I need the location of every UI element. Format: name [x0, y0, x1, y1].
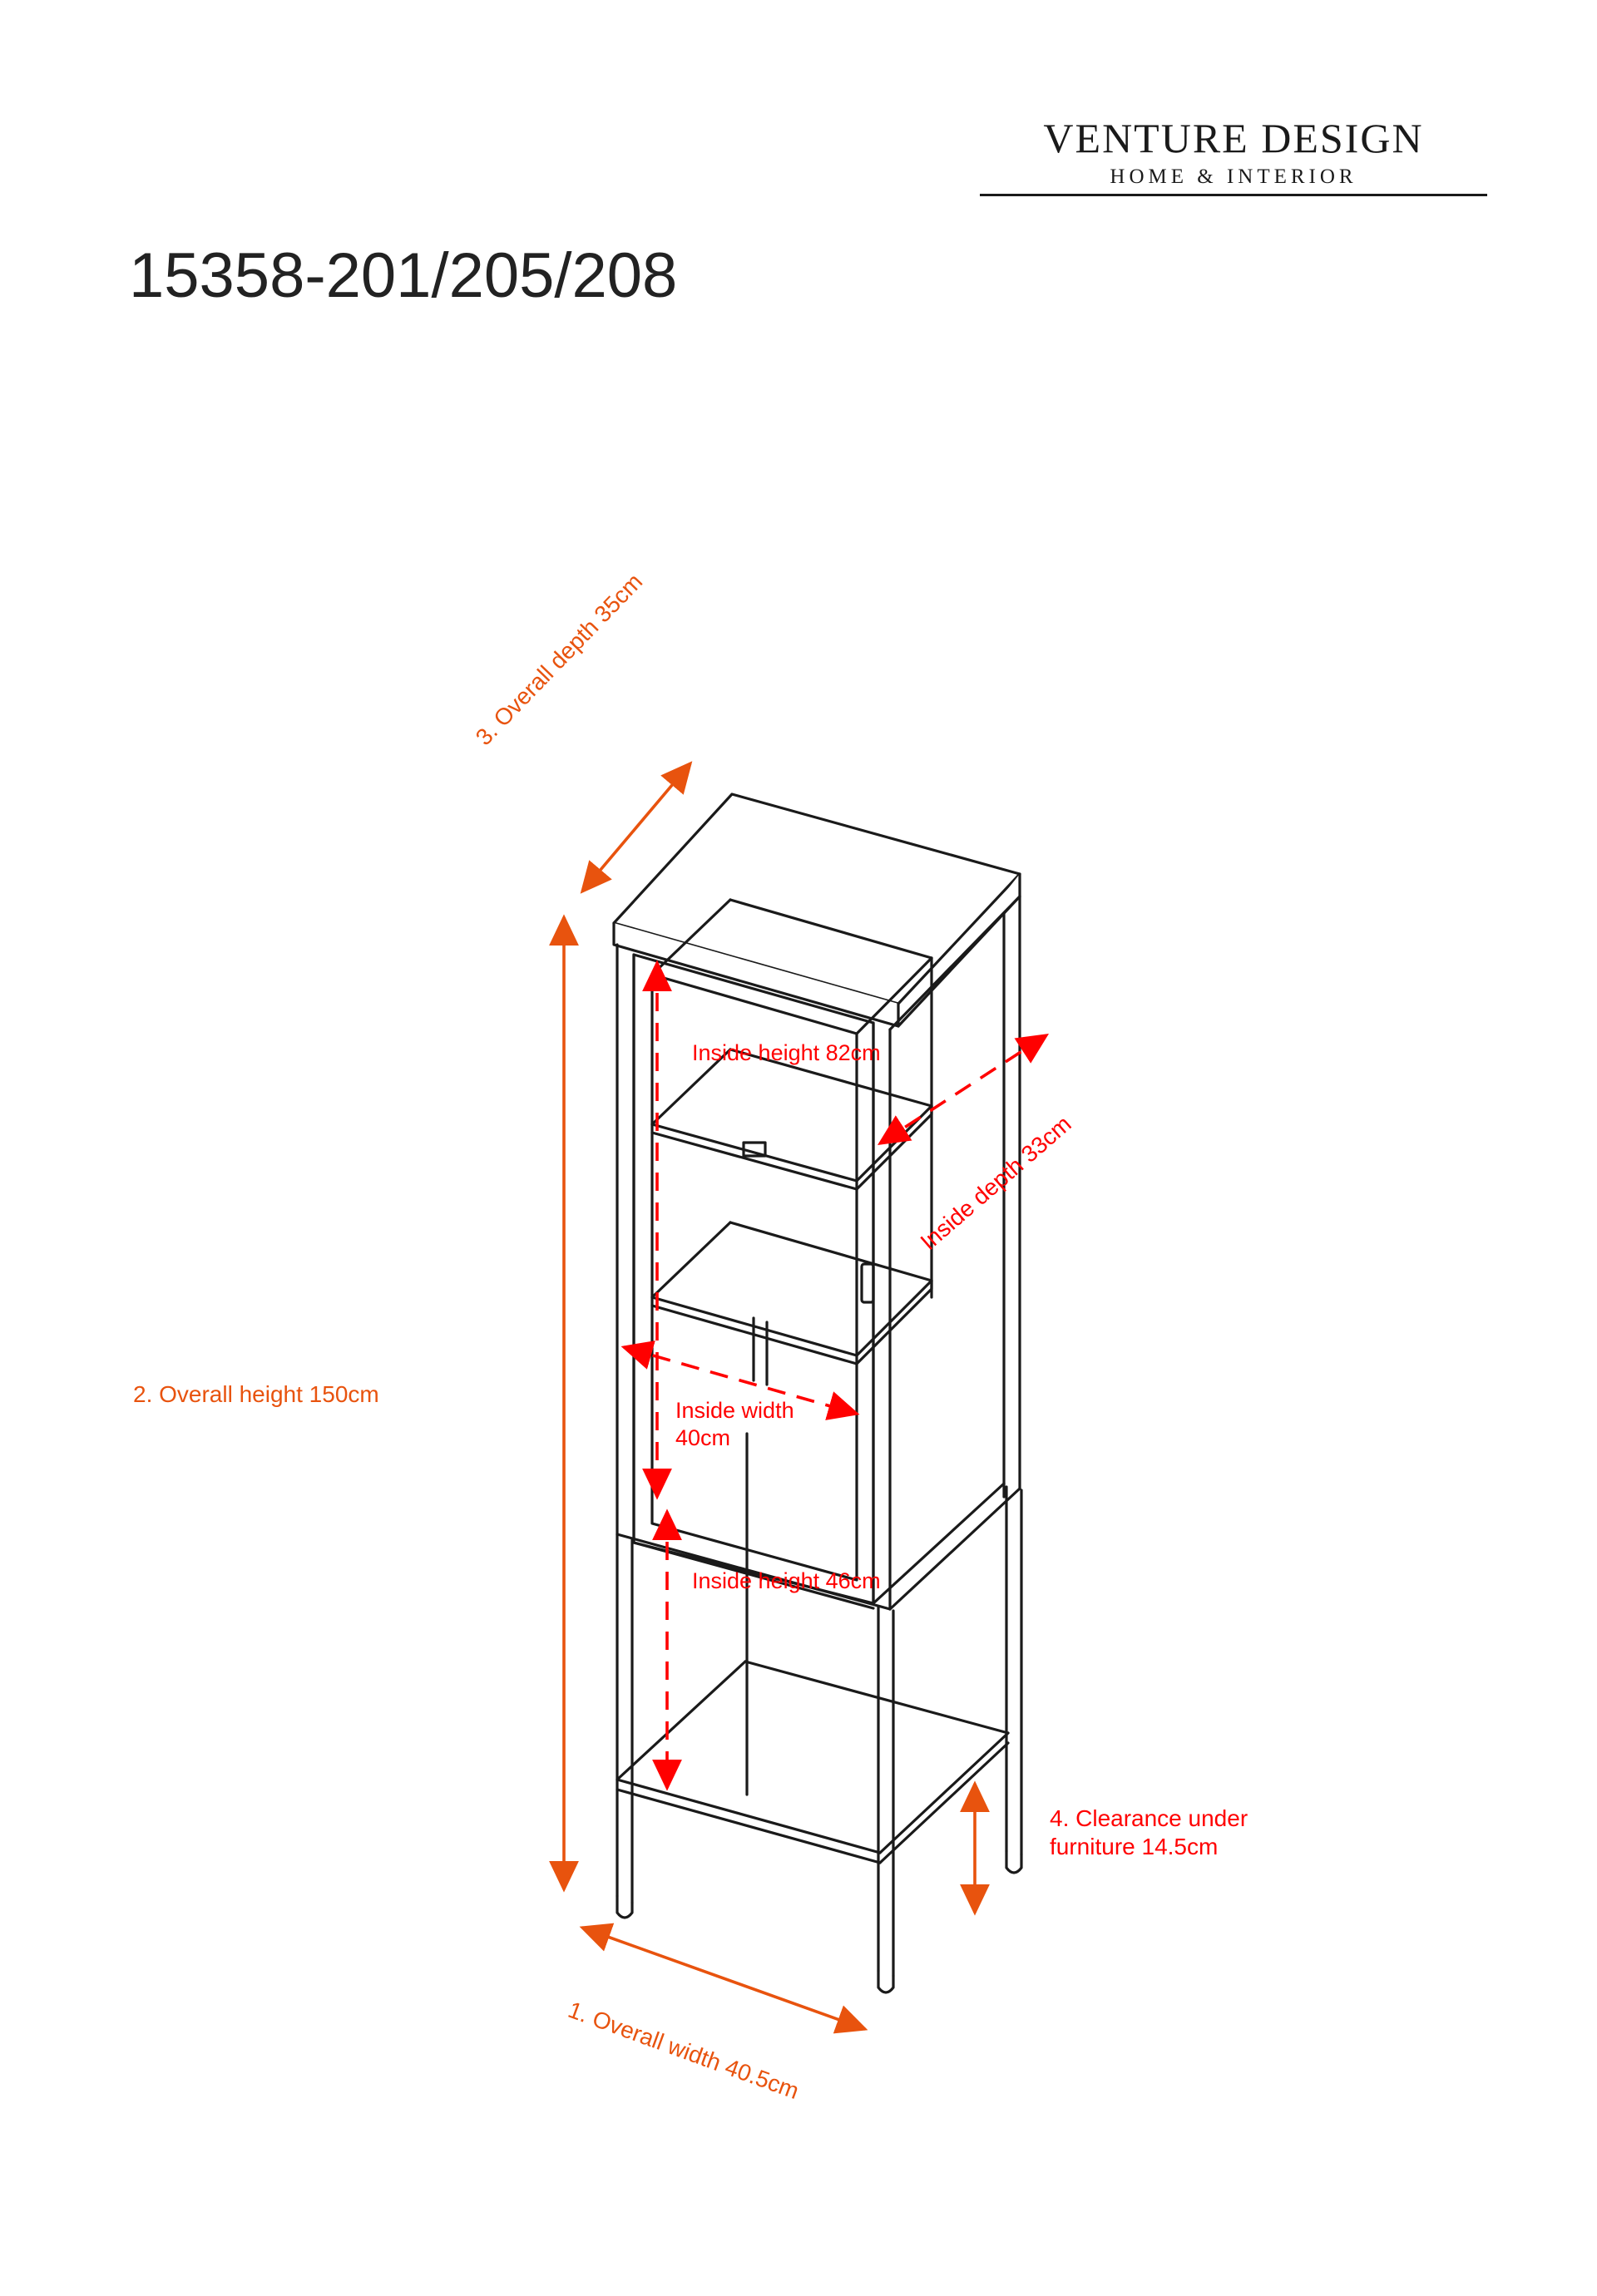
- label-inside-height-upper: Inside height 82cm: [692, 1040, 881, 1065]
- brand-name: VENTURE DESIGN: [1043, 115, 1424, 161]
- page-title: 15358-201/205/208: [129, 240, 678, 311]
- label-inside-depth: Inside depth 33cm: [915, 1110, 1076, 1256]
- label-inside-height-lower: Inside height 46cm: [692, 1568, 881, 1593]
- label-clearance: 4. Clearance under furniture 14.5cm: [1050, 1805, 1248, 1860]
- label-overall-depth: 3. Overall depth 35cm: [470, 568, 648, 751]
- label-inside-width: Inside width 40cm: [675, 1398, 794, 1450]
- label-overall-height: 2. Overall height 150cm: [133, 1381, 379, 1407]
- label-overall-width: 1. Overall width 40.5cm: [565, 1996, 803, 2105]
- brand-tagline: HOME & INTERIOR: [1110, 165, 1357, 188]
- dimension-inside-depth: [880, 1035, 1046, 1143]
